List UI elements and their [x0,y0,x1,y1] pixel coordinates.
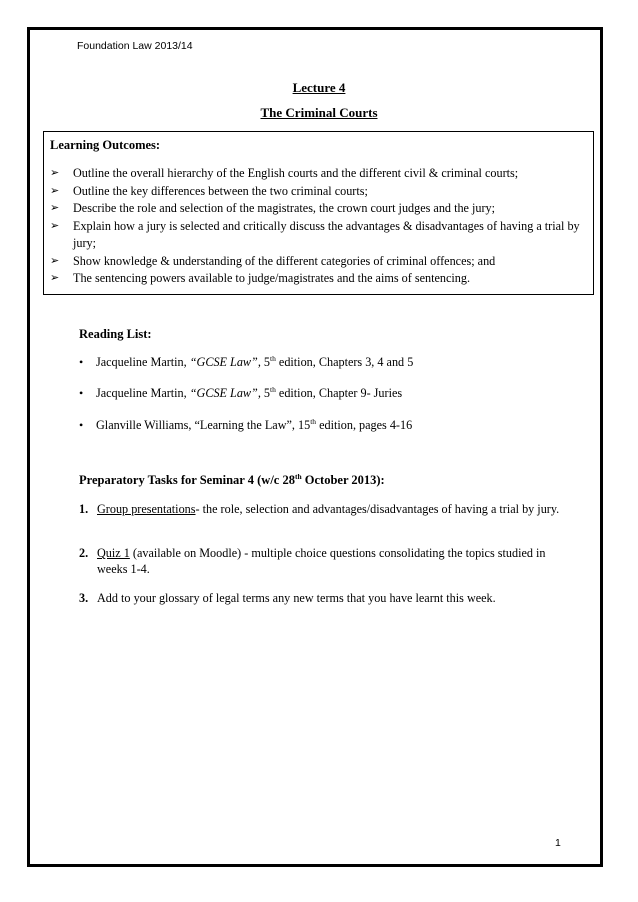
list-item [50,270,590,288]
reading-list-item [79,355,413,370]
list-item-text: Explain how a jury is selected and critically discuss the advantages & disadvantages of having a trial by jury; [73,218,580,250]
reading-separator: , [188,418,195,432]
arrow-bullet-icon: ➢ [50,167,60,179]
reading-list-item [79,418,412,433]
page-number: 1 [555,837,561,849]
list-item-text: The sentencing powers available to judge/magistrates and the aims of sentencing. [73,271,470,285]
arrow-bullet-icon: ➢ [50,254,60,267]
bullet-icon: • [79,355,84,369]
task-body [97,590,569,606]
list-item-text: Outline the key differences between the two criminal courts; [73,183,368,198]
task-link[interactable]: Group presentations [97,502,196,516]
task-text: (available on Moodle) - multiple choice questions consolidating the topics studied in weeks 1-4. [97,546,546,576]
task-body [97,501,569,517]
task-number: 2. [79,546,89,560]
task-text: - the role, selection and advantages/disadvantages of having a trial by jury. [195,502,560,516]
bullet-icon: • [79,418,84,432]
task-text: Add to your glossary of legal terms any new terms that you have learnt this week. [97,591,496,605]
reading-separator: , [183,386,190,400]
preparatory-tasks-heading [79,473,385,488]
reading-book-title: “GCSE Law”, [189,386,261,400]
list-item [50,200,590,218]
arrow-bullet-icon: ➢ [50,272,60,284]
reading-edition: 15 [294,418,311,432]
learning-outcomes-list [50,165,590,288]
lecture-subtitle: The Criminal Courts [260,105,378,120]
list-item-text: Outline the overall hierarchy of the English courts and the different civil & criminal courts; [73,166,519,180]
reading-author: Glanville Williams [96,418,189,432]
reading-details: edition, pages 4-16 [316,418,413,432]
reading-details: edition, Chapter 9- Juries [275,386,403,400]
list-item-text: Describe the role and selection of the magistrates, the crown court judges and the jury; [73,201,496,215]
reading-author: Jacqueline Martin [96,386,184,400]
reading-edition-suffix: th [270,384,276,394]
document-header: Foundation Law 2013/14 [77,40,193,52]
list-item [50,165,590,183]
reading-edition-suffix: th [270,353,276,363]
bullet-icon: • [79,386,84,400]
learning-outcomes-box [43,131,594,295]
task-item [79,501,569,517]
reading-edition: 5 [260,386,271,400]
preparatory-heading-start: Preparatory Tasks for Seminar 4 (w/c 28 [79,473,295,487]
task-number: 3. [79,591,89,605]
reading-separator: , [183,355,190,369]
preparatory-heading-suffix: th [294,471,302,481]
reading-edition-suffix: th [310,416,317,426]
reading-book-title: “Learning the Law”, [194,418,295,432]
reading-list-heading: Reading List: [79,327,152,341]
arrow-bullet-icon: ➢ [50,184,60,197]
reading-book-title: “GCSE Law”, [189,355,261,369]
arrow-bullet-icon: ➢ [50,219,60,232]
reading-edition: 5 [260,355,271,369]
reading-author: Jacqueline Martin [96,355,184,369]
lecture-title: Lecture 4 [292,80,346,95]
reading-list-item [79,386,402,401]
arrow-bullet-icon: ➢ [50,202,60,214]
task-item [79,590,569,606]
task-item [79,545,569,577]
list-item [50,253,590,271]
learning-outcomes-heading: Learning Outcomes: [50,138,161,152]
task-number: 1. [79,502,89,516]
list-item [50,218,590,253]
task-body [97,545,569,577]
list-item [50,183,590,201]
reading-details: edition, Chapters 3, 4 and 5 [275,355,414,369]
preparatory-heading-end: October 2013): [301,473,385,487]
list-item-text: Show knowledge & understanding of the different categories of criminal offences; and [73,253,496,268]
task-link[interactable]: Quiz 1 [97,546,130,560]
